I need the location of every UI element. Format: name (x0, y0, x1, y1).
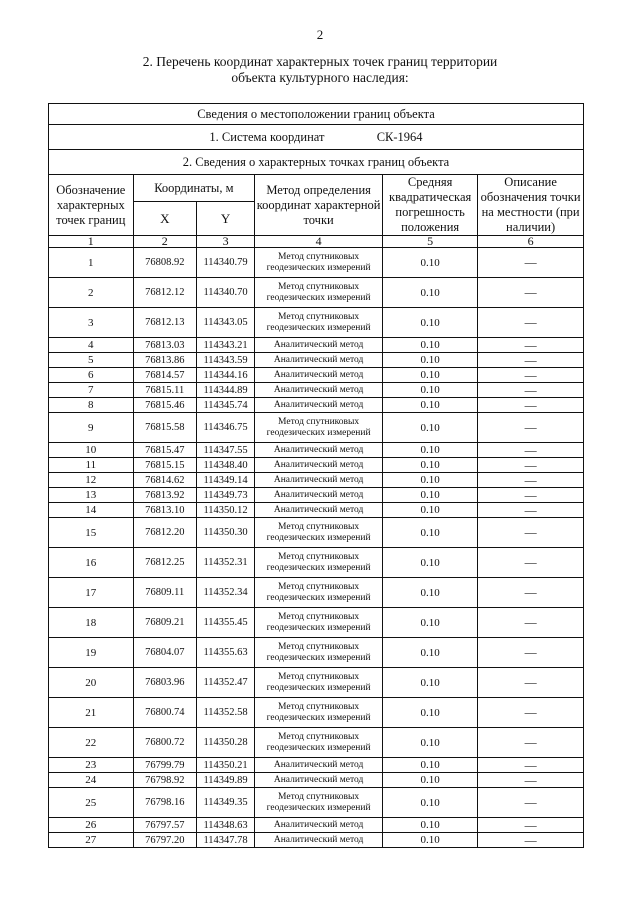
error-cell: 0.10 (383, 788, 478, 818)
description-cell: — (478, 788, 584, 818)
method-cell: Аналитический метод (255, 488, 383, 503)
description-cell: — (478, 548, 584, 578)
method-cell: Аналитический метод (255, 353, 383, 368)
x-coordinate-cell: 76809.11 (133, 578, 196, 608)
error-cell: 0.10 (383, 248, 478, 278)
x-coordinate-cell: 76812.13 (133, 308, 196, 338)
method-cell: Аналитический метод (255, 758, 383, 773)
point-id-cell: 26 (49, 818, 134, 833)
x-coordinate-cell: 76815.58 (133, 413, 196, 443)
method-cell: Аналитический метод (255, 338, 383, 353)
x-coordinate-cell: 76813.92 (133, 488, 196, 503)
y-coordinate-cell: 114350.12 (197, 503, 255, 518)
description-cell: — (478, 458, 584, 473)
x-coordinate-cell: 76808.92 (133, 248, 196, 278)
header-error: Средняя квадратическая погрешность положения (383, 175, 478, 236)
error-cell: 0.10 (383, 578, 478, 608)
description-cell: — (478, 413, 584, 443)
table-row (49, 368, 584, 383)
method-cell: Метод спутниковых геодезических измерений (255, 248, 383, 278)
error-cell: 0.10 (383, 698, 478, 728)
description-cell: — (478, 818, 584, 833)
description-cell: — (478, 338, 584, 353)
y-coordinate-cell: 114350.30 (197, 518, 255, 548)
x-coordinate-cell: 76798.16 (133, 788, 196, 818)
point-id-cell: 1 (49, 248, 134, 278)
error-cell: 0.10 (383, 773, 478, 788)
x-coordinate-cell: 76812.25 (133, 548, 196, 578)
header-method: Метод определения координат характерной точки (255, 175, 383, 236)
coordinates-table (48, 103, 584, 848)
point-id-cell: 13 (49, 488, 134, 503)
error-cell: 0.10 (383, 758, 478, 773)
method-cell: Аналитический метод (255, 398, 383, 413)
description-cell: — (478, 518, 584, 548)
x-coordinate-cell: 76815.47 (133, 443, 196, 458)
coord-system-row (49, 125, 584, 150)
description-cell: — (478, 353, 584, 368)
points-info-row (49, 150, 584, 175)
point-id-cell: 10 (49, 443, 134, 458)
x-coordinate-cell: 76815.46 (133, 398, 196, 413)
column-number: 4 (255, 236, 383, 248)
point-id-cell: 24 (49, 773, 134, 788)
method-cell: Аналитический метод (255, 443, 383, 458)
column-number: 6 (478, 236, 584, 248)
section-title: Сведения о местоположении границ объекта (49, 104, 584, 125)
table-row (49, 758, 584, 773)
point-id-cell: 14 (49, 503, 134, 518)
error-cell: 0.10 (383, 608, 478, 638)
description-cell: — (478, 278, 584, 308)
table-row (49, 608, 584, 638)
x-coordinate-cell: 76798.92 (133, 773, 196, 788)
description-cell: — (478, 473, 584, 488)
table-row (49, 278, 584, 308)
point-id-cell: 6 (49, 368, 134, 383)
y-coordinate-cell: 114350.28 (197, 728, 255, 758)
title-line-1: 2. Перечень координат характерных точек границ территории (142, 54, 498, 69)
y-coordinate-cell: 114340.70 (197, 278, 255, 308)
title-line-2: объекта культурного наследия: (231, 70, 409, 85)
method-cell: Аналитический метод (255, 383, 383, 398)
error-cell: 0.10 (383, 488, 478, 503)
table-row (49, 773, 584, 788)
method-cell: Метод спутниковых геодезических измерений (255, 668, 383, 698)
description-cell: — (478, 383, 584, 398)
x-coordinate-cell: 76812.12 (133, 278, 196, 308)
y-coordinate-cell: 114352.31 (197, 548, 255, 578)
error-cell: 0.10 (383, 818, 478, 833)
y-coordinate-cell: 114340.79 (197, 248, 255, 278)
description-cell: — (478, 728, 584, 758)
point-id-cell: 25 (49, 788, 134, 818)
x-coordinate-cell: 76815.11 (133, 383, 196, 398)
error-cell: 0.10 (383, 278, 478, 308)
page-number: 2 (316, 27, 324, 42)
x-coordinate-cell: 76803.96 (133, 668, 196, 698)
error-cell: 0.10 (383, 518, 478, 548)
point-id-cell: 3 (49, 308, 134, 338)
x-coordinate-cell: 76813.10 (133, 503, 196, 518)
table-row (49, 473, 584, 488)
description-cell: — (478, 398, 584, 413)
y-coordinate-cell: 114348.63 (197, 818, 255, 833)
method-cell: Аналитический метод (255, 818, 383, 833)
header-y: Y (197, 202, 255, 236)
table-row (49, 668, 584, 698)
table-row (49, 398, 584, 413)
point-id-cell: 11 (49, 458, 134, 473)
y-coordinate-cell: 114355.45 (197, 608, 255, 638)
error-cell: 0.10 (383, 413, 478, 443)
point-id-cell: 18 (49, 608, 134, 638)
point-id-cell: 20 (49, 668, 134, 698)
y-coordinate-cell: 114349.14 (197, 473, 255, 488)
point-id-cell: 19 (49, 638, 134, 668)
y-coordinate-cell: 114346.75 (197, 413, 255, 443)
y-coordinate-cell: 114349.35 (197, 788, 255, 818)
table-row (49, 248, 584, 278)
table-row (49, 818, 584, 833)
coord-system-cell (49, 125, 584, 150)
header-designation: Обозначение характерных точек границ (49, 175, 134, 236)
header-row (49, 175, 584, 202)
description-cell: — (478, 833, 584, 848)
y-coordinate-cell: 114344.89 (197, 383, 255, 398)
y-coordinate-cell: 114345.74 (197, 398, 255, 413)
point-id-cell: 4 (49, 338, 134, 353)
point-id-cell: 17 (49, 578, 134, 608)
x-coordinate-cell: 76815.15 (133, 458, 196, 473)
point-id-cell: 7 (49, 383, 134, 398)
point-id-cell: 5 (49, 353, 134, 368)
error-cell: 0.10 (383, 503, 478, 518)
column-number: 2 (133, 236, 196, 248)
error-cell: 0.10 (383, 728, 478, 758)
point-id-cell: 9 (49, 413, 134, 443)
x-coordinate-cell: 76799.79 (133, 758, 196, 773)
description-cell: — (478, 248, 584, 278)
error-cell: 0.10 (383, 668, 478, 698)
y-coordinate-cell: 114349.89 (197, 773, 255, 788)
x-coordinate-cell: 76804.07 (133, 638, 196, 668)
point-id-cell: 27 (49, 833, 134, 848)
y-coordinate-cell: 114343.21 (197, 338, 255, 353)
table-row (49, 338, 584, 353)
description-cell: — (478, 608, 584, 638)
y-coordinate-cell: 114343.05 (197, 308, 255, 338)
method-cell: Метод спутниковых геодезических измерений (255, 728, 383, 758)
table-row (49, 413, 584, 443)
y-coordinate-cell: 114352.47 (197, 668, 255, 698)
point-id-cell: 22 (49, 728, 134, 758)
method-cell: Метод спутниковых геодезических измерений (255, 578, 383, 608)
error-cell: 0.10 (383, 833, 478, 848)
error-cell: 0.10 (383, 383, 478, 398)
description-cell: — (478, 578, 584, 608)
method-cell: Метод спутниковых геодезических измерений (255, 413, 383, 443)
column-number: 3 (197, 236, 255, 248)
method-cell: Аналитический метод (255, 458, 383, 473)
description-cell: — (478, 698, 584, 728)
description-cell: — (478, 773, 584, 788)
error-cell: 0.10 (383, 398, 478, 413)
document-title (0, 54, 640, 86)
description-cell: — (478, 503, 584, 518)
error-cell: 0.10 (383, 548, 478, 578)
point-id-cell: 2 (49, 278, 134, 308)
table-row (49, 353, 584, 368)
y-coordinate-cell: 114355.63 (197, 638, 255, 668)
point-id-cell: 15 (49, 518, 134, 548)
description-cell: — (478, 638, 584, 668)
description-cell: — (478, 308, 584, 338)
method-cell: Аналитический метод (255, 503, 383, 518)
y-coordinate-cell: 114344.16 (197, 368, 255, 383)
x-coordinate-cell: 76814.62 (133, 473, 196, 488)
table-row (49, 833, 584, 848)
description-cell: — (478, 368, 584, 383)
error-cell: 0.10 (383, 473, 478, 488)
x-coordinate-cell: 76814.57 (133, 368, 196, 383)
error-cell: 0.10 (383, 458, 478, 473)
error-cell: 0.10 (383, 638, 478, 668)
coord-system-value: СК-1964 (376, 129, 423, 144)
point-id-cell: 8 (49, 398, 134, 413)
x-coordinate-cell: 76812.20 (133, 518, 196, 548)
table-row (49, 578, 584, 608)
method-cell: Аналитический метод (255, 833, 383, 848)
method-cell: Аналитический метод (255, 473, 383, 488)
y-coordinate-cell: 114350.21 (197, 758, 255, 773)
table-row (49, 503, 584, 518)
error-cell: 0.10 (383, 443, 478, 458)
column-numbers-row (49, 236, 584, 248)
table-row (49, 728, 584, 758)
method-cell: Метод спутниковых геодезических измерений (255, 518, 383, 548)
x-coordinate-cell: 76800.74 (133, 698, 196, 728)
column-number: 1 (49, 236, 134, 248)
y-coordinate-cell: 114352.34 (197, 578, 255, 608)
y-coordinate-cell: 114348.40 (197, 458, 255, 473)
method-cell: Метод спутниковых геодезических измерений (255, 638, 383, 668)
method-cell: Метод спутниковых геодезических измерений (255, 548, 383, 578)
description-cell: — (478, 443, 584, 458)
error-cell: 0.10 (383, 308, 478, 338)
coord-system-label: 1. Система координат (209, 129, 325, 144)
section-title-row (49, 104, 584, 125)
y-coordinate-cell: 114343.59 (197, 353, 255, 368)
point-id-cell: 12 (49, 473, 134, 488)
table-row (49, 383, 584, 398)
table-row (49, 518, 584, 548)
header-description: Описание обозначения точки на местности (при наличии) (478, 175, 584, 236)
header-coordinates: Координаты, м (133, 175, 255, 202)
error-cell: 0.10 (383, 368, 478, 383)
column-number: 5 (383, 236, 478, 248)
y-coordinate-cell: 114352.58 (197, 698, 255, 728)
method-cell: Метод спутниковых геодезических измерений (255, 788, 383, 818)
description-cell: — (478, 668, 584, 698)
description-cell: — (478, 758, 584, 773)
table-row (49, 488, 584, 503)
table-row (49, 443, 584, 458)
x-coordinate-cell: 76813.03 (133, 338, 196, 353)
table-row (49, 548, 584, 578)
x-coordinate-cell: 76813.86 (133, 353, 196, 368)
table-row (49, 788, 584, 818)
points-info-label: 2. Сведения о характерных точках границ объекта (49, 150, 584, 175)
method-cell: Аналитический метод (255, 773, 383, 788)
point-id-cell: 23 (49, 758, 134, 773)
description-cell: — (478, 488, 584, 503)
x-coordinate-cell: 76809.21 (133, 608, 196, 638)
error-cell: 0.10 (383, 353, 478, 368)
table-row (49, 458, 584, 473)
table-row (49, 638, 584, 668)
x-coordinate-cell: 76797.20 (133, 833, 196, 848)
point-id-cell: 16 (49, 548, 134, 578)
method-cell: Метод спутниковых геодезических измерений (255, 278, 383, 308)
error-cell: 0.10 (383, 338, 478, 353)
table-row (49, 308, 584, 338)
method-cell: Метод спутниковых геодезических измерений (255, 308, 383, 338)
method-cell: Метод спутниковых геодезических измерений (255, 698, 383, 728)
table-row (49, 698, 584, 728)
y-coordinate-cell: 114347.78 (197, 833, 255, 848)
x-coordinate-cell: 76800.72 (133, 728, 196, 758)
y-coordinate-cell: 114347.55 (197, 443, 255, 458)
method-cell: Аналитический метод (255, 368, 383, 383)
header-x: X (133, 202, 196, 236)
x-coordinate-cell: 76797.57 (133, 818, 196, 833)
y-coordinate-cell: 114349.73 (197, 488, 255, 503)
point-id-cell: 21 (49, 698, 134, 728)
method-cell: Метод спутниковых геодезических измерений (255, 608, 383, 638)
